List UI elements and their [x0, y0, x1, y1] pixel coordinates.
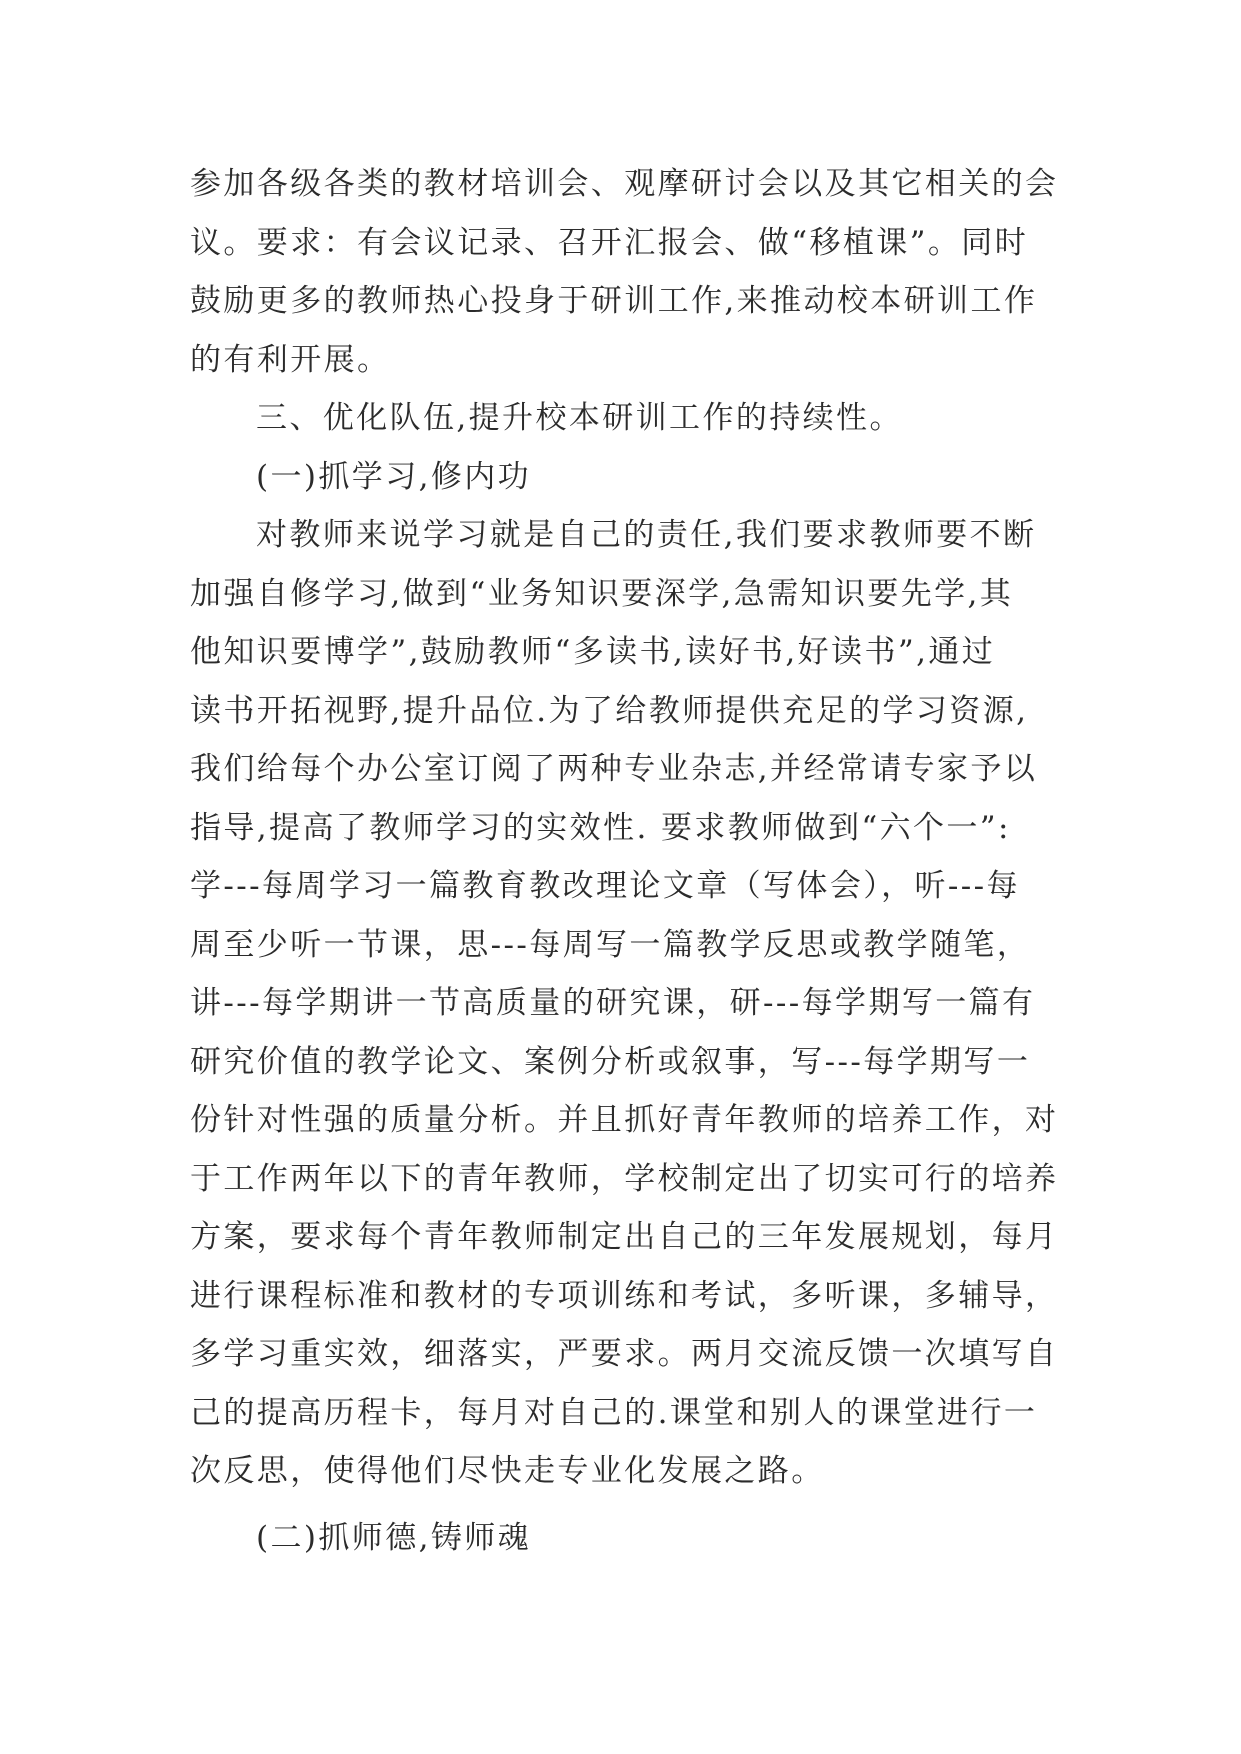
paragraph-line: 鼓励更多的教师热心投身于研训工作,来推动校本研训工作	[190, 283, 1038, 319]
paragraph-line: 多学习重实效，细落实，严要求。两月交流反馈一次填写自	[190, 1336, 1059, 1372]
paragraph-line: 我们给每个办公室订阅了两种专业杂志,并经常请专家予以	[190, 751, 1038, 787]
paragraph-line: 对教师来说学习就是自己的责任,我们要求教师要不断	[256, 517, 1037, 553]
paragraph-line: 周至少听一节课，思---每周写一篇教学反思或教学随笔，	[190, 926, 1031, 963]
paragraph-line: 读书开拓视野,提升品位.为了给教师提供充足的学习资源,	[190, 692, 1029, 729]
paragraph-line: 己的提高历程卡，每月对自己的.课堂和别人的课堂进行一	[190, 1394, 1038, 1431]
paragraph-line: 于工作两年以下的青年教师，学校制定出了切实可行的培养	[190, 1160, 1059, 1197]
paragraph-line: 加强自修学习,做到“业务知识要深学,急需知识要先学,其	[190, 575, 1014, 612]
subsection-heading: (二)抓师德,铸师魂	[256, 1519, 532, 1556]
paragraph-line: 方案，要求每个青年教师制定出自己的三年发展规划，每月	[190, 1219, 1059, 1255]
section-heading: 三、优化队伍,提升校本研训工作的持续性。	[256, 400, 903, 436]
paragraph-line: 份针对性强的质量分析。并且抓好青年教师的培养工作，对	[190, 1102, 1059, 1138]
subsection-heading: (一)抓学习,修内功	[256, 458, 532, 495]
paragraph-line: 进行课程标准和教材的专项训练和考试，多听课，多辅导，	[190, 1277, 1059, 1314]
paragraph-line: 指导,提高了教师学习的实效性. 要求教师做到“六个一”:	[190, 809, 1011, 846]
document-body	[190, 155, 1059, 1567]
paragraph-line: 他知识要博学”,鼓励教师“多读书,读好书,好读书”,通过	[190, 634, 996, 670]
paragraph-line: 参加各级各类的教材培训会、观摩研讨会以及其它相关的会	[190, 166, 1059, 202]
paragraph-line: 的有利开展。	[190, 341, 391, 378]
paragraph-line: 学---每周学习一篇教育教改理论文章（写体会），听---每	[190, 868, 1020, 904]
paragraph-line: 研究价值的教学论文、案例分析或叙事，写---每学期写一	[190, 1043, 1031, 1080]
paragraph-line: 议。要求：有会议记录、召开汇报会、做“移植课”。同时	[190, 224, 1029, 261]
paragraph-line: 讲---每学期讲一节高质量的研究课，研---每学期写一篇有	[190, 985, 1036, 1021]
paragraph-line: 次反思，使得他们尽快走专业化发展之路。	[190, 1453, 825, 1489]
